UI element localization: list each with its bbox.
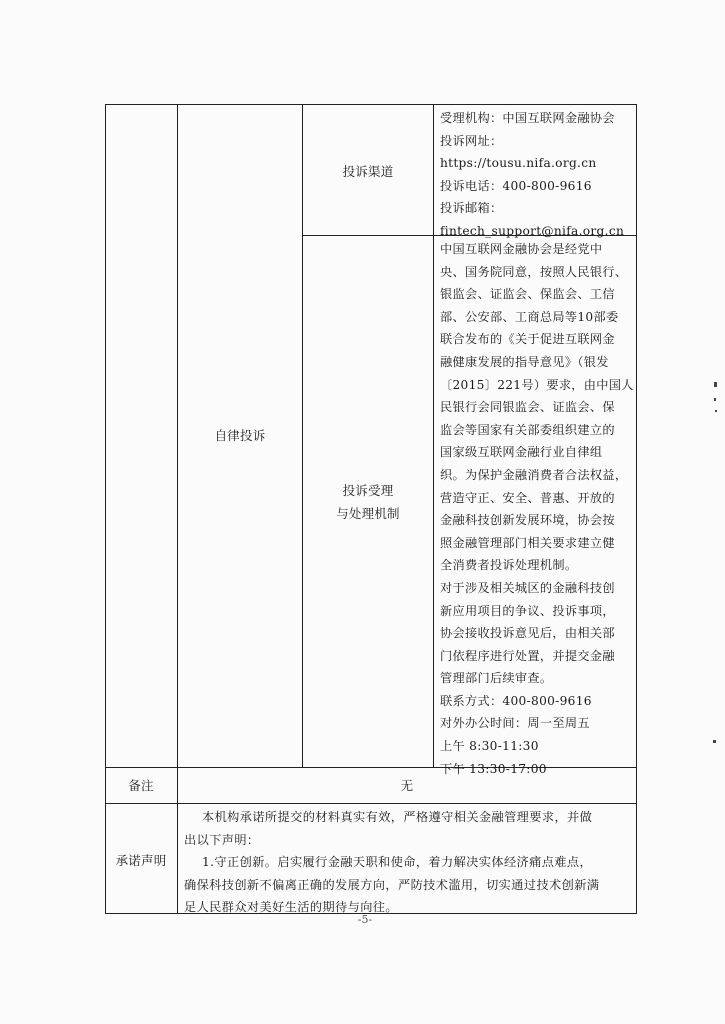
office-hours: 对外办公时间：周一至周五 [440, 716, 590, 731]
scan-mark [715, 410, 717, 412]
complaint-mechanism-details [440, 238, 634, 780]
text-line: 受理机构：中国互联网金融协会 [440, 111, 615, 125]
text-line: 门依程序进行处置，并提交金融 [440, 648, 615, 663]
text-line: 监会等国家有关部委组织建立的 [440, 422, 615, 437]
text-line: 银监会、证监会、保监会、工信 [440, 287, 615, 302]
scan-mark [714, 398, 716, 401]
self-discipline-complaint-label: 自律投诉 [214, 428, 266, 443]
complaint-phone: 投诉电话：400-800-9616 [440, 178, 592, 193]
text-line: 1.守正创新。启实履行金融天职和使命，着力解决实体经济痛点难点， [202, 855, 593, 870]
text-line: 投诉网址： [440, 133, 503, 148]
complaint-url: https://tousu.nifa.org.cn [440, 156, 597, 171]
text-line: 织。为保护金融消费者合法权益， [440, 467, 628, 482]
table-divider-v3 [433, 104, 434, 767]
text-line: 确保科技创新不偏离正确的发展方向，严防技术滥用，切实通过技术创新满 [184, 877, 600, 892]
text-line: 管理部门后续审查。 [440, 671, 553, 686]
table-divider-v2 [302, 104, 303, 767]
text-line: 本机构承诺所提交的材料真实有效，严格遵守相关金融管理要求，并做 [202, 810, 593, 824]
table-divider-h-commitment [105, 803, 637, 804]
complaint-email: fintech_support@nifa.org.cn [440, 223, 625, 238]
info-table [105, 104, 637, 914]
complaint-channel-details [440, 107, 632, 243]
text-line: 对于涉及相关城区的金融科技创 [440, 580, 615, 595]
text-line: 〔2015〕221号）要求，由中国人 [440, 377, 634, 392]
text-line: 中国互联网金融协会是经党中 [440, 242, 603, 256]
commitment-statement [184, 806, 632, 919]
text-line: 足人民群众对美好生活的期待与向往。 [184, 900, 398, 915]
text-line: 新应用项目的争议、投诉事项， [440, 603, 615, 618]
scan-mark [713, 740, 716, 743]
text-line: 融健康发展的指导意见》（银发 [440, 354, 609, 369]
label-line: 与处理机制 [336, 506, 400, 521]
complaint-channel-label: 投诉渠道 [342, 164, 394, 179]
page-number: -5- [357, 913, 373, 926]
afternoon-hours: 下午 13:30-17:00 [440, 761, 547, 776]
text-line: 国家级互联网金融行业自律组 [440, 445, 603, 460]
text-line: 投诉邮箱： [440, 201, 503, 216]
text-line: 营造守正、安全、普惠、开放的 [440, 490, 615, 505]
text-line: 金融科技创新发展环境，协会按 [440, 513, 615, 528]
commitment-label: 承诺声明 [115, 853, 167, 868]
remarks-value: 无 [400, 778, 414, 793]
text-line: 民银行会同银监会、证监会、保 [440, 400, 615, 415]
table-border-top [105, 104, 637, 105]
text-line: 出以下声明： [184, 832, 260, 847]
text-line: 协会接收投诉意见后，由相关部 [440, 626, 615, 641]
text-line: 部、公安部、工商总局等10部委 [440, 309, 619, 324]
text-line: 联合发布的《关于促进互联网金 [440, 332, 615, 347]
label-line: 投诉受理 [342, 483, 394, 498]
text-line: 照金融管理部门相关要求建立健 [440, 535, 615, 550]
complaint-mechanism-label [303, 479, 433, 525]
remarks-label: 备注 [128, 778, 154, 793]
contact-phone: 联系方式：400-800-9616 [440, 693, 592, 708]
table-border-right [636, 104, 637, 914]
text-line: 央、国务院同意，按照人民银行、 [440, 264, 628, 279]
scan-mark [714, 382, 717, 387]
text-line: 全消费者投诉处理机制。 [440, 558, 578, 573]
morning-hours: 上午 8:30-11:30 [440, 739, 539, 754]
